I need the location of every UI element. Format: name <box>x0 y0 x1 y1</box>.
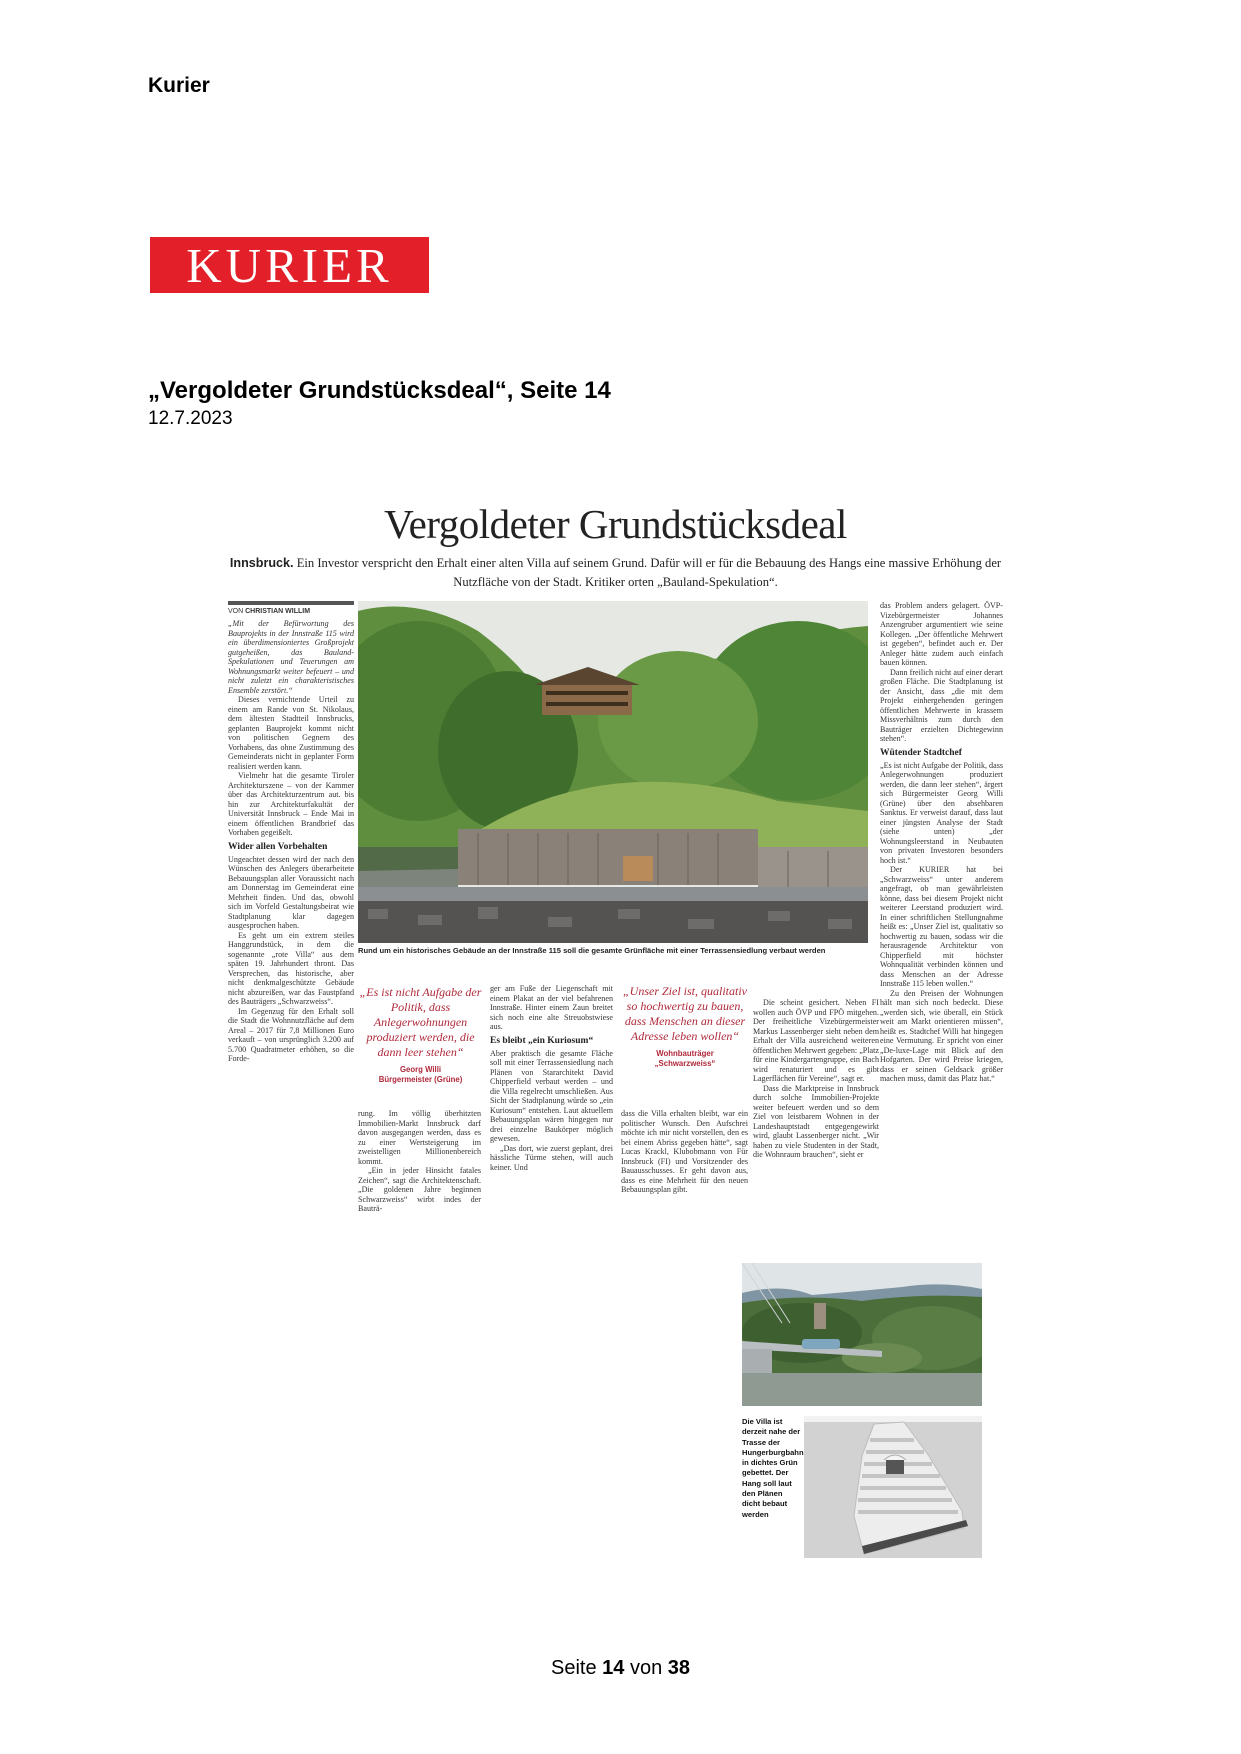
total-pages: 38 <box>667 1657 690 1679</box>
subheading: Wider allen Vorbehalten <box>228 841 328 852</box>
paragraph: Zu den Preisen der Wohnungen hält man sich noch bedeckt. Diese „werden sich, wie überall, ein Stück weit am Markt orientieren müssen“, heißt es. Stadtchef Willi hat hingegen eine Vermutung. Er spricht von einer „De-luxe-Lage mit Blick auf den Hofgarten. Der wird Preise kriegen, dass er seinen Geldsack größer machen muss, damit das Platz hat.“ <box>880 988 1003 1083</box>
current-page: 14 <box>602 1657 625 1679</box>
paragraph: „Ein in jeder Hinsicht fatales Zeichen“, sagt die Architektenschaft. „Die goldenen Jahre beginnen Schwarzweiss“ wirbt indes der Bauträ- <box>358 1166 481 1213</box>
paragraph: rung. Im völlig überhitzten Immobilien-Markt Innsbruck darf davon ausgegangen werden, dass es zu einer Wertsteigerung im zweistelligen Millionenbereich kommt. <box>358 1109 481 1166</box>
architecture-model-illustration <box>804 1416 982 1558</box>
photo-architecture-model <box>804 1416 982 1558</box>
paragraph: dass die Villa erhalten bleibt, war ein politischer Wunsch. Den Aufschrei möchte ich mir nicht vorstellen, den es bei einem Abriss gegeben hätte“, sagt Lucas Krackl, Klubobmann von Für Innsbruck (FI) und Vorsitzender des Bauausschusses. Er geht davon aus, dass es eine Mehrheit für den neuen Bebauungsplan gibt. <box>621 1109 748 1194</box>
kurier-logo <box>150 237 429 293</box>
author-name: CHRISTIAN WILLIM <box>245 608 311 615</box>
article-column-1 <box>228 601 354 1064</box>
article-column-3 <box>490 984 613 1172</box>
main-photo-villa-hillside <box>358 601 868 943</box>
pull-quote-willi <box>358 985 483 1085</box>
article-column-4 <box>621 1109 748 1195</box>
paragraph: Aber praktisch die gesamte Fläche soll mit einer Terrassensiedlung nach Plänen von Stararchitekt David Chipperfield verbaut werden – und die Villa regelrecht umschließen. Aus Sicht der Stadtplanung würde so „ein Kuriosum“ entstehen. Laut aktuellem Bebauungsplan wären hingegen nur drei einzelne Baukörper möglich gewesen. <box>490 1048 613 1143</box>
paragraph: Der KURIER hat bei „Schwarzweiss“ unter anderem angefragt, ob man gewährleisten könne, dass bei diesem Projekt nicht weiterer Leerstand produziert wird. In einer schriftlichen Stellungnahme heißt es: „Unser Ziel ist, qualitativ so hochwertig zu bauen, sodass wir die herausragende Architektur von Chipperfield mit höchster Wohnqualität verbinden können und dass Menschen an der Adresse Innstraße 115 leben wollen.“ <box>880 865 1003 988</box>
paragraph: Ungeachtet dessen wird der nach den Wünschen des Anlegers überarbeitete Bebauungsplan aller Voraussicht nach am Donnerstag im Gemeinderat eine Mehrheit finden. Und das, obwohl sich im Vorfeld Gestaltungsbeirat wie Stadtplanung klar dagegen ausgesprochen haben. <box>228 854 354 930</box>
quote-text: „Unser Ziel ist, qualitativ so hochwertig zu bauen, dass Menschen an dieser Adresse leben wollen“ <box>622 984 747 1043</box>
paragraph: das Problem anders gelagert. ÖVP-Vizebürgermeister Johannes Anzengruber argumentiert wie seine Kollegen. „Der öffentliche Mehrwert ist gegeben“, befindet auch er. Der Anleger hätte zudem auch einfach bauen können. <box>880 601 1003 667</box>
quote-source-role: „Schwarzweiss“ <box>654 1059 716 1068</box>
paragraph: Die scheint gesichert. Neben FI wollen auch ÖVP und FPÖ mitgehen. Der freiheitliche Vizebürgermeister Markus Lassenberger sieht neben dem Erhalt der Villa ausreichend weiteren öffentlichen Mehrwert gegeben: „Platz für eine Kindergartengruppe, ein Bach wird renaturiert und es gibt Lagerflächen für Vereine“, sagt er. <box>753 998 879 1083</box>
pull-quote-schwarzweiss <box>621 984 749 1069</box>
lead-text: Ein Investor verspricht den Erhalt einer alten Villa auf seinem Grund. Dafür will er für die Bebauung des Hangs eine massive Erhöhung der Nutzfläche von der Stadt. Kritiker orten „Bauland-Spekulation“. <box>293 556 1002 589</box>
paragraph: „Das dort, wie zuerst geplant, drei hässliche Türme stehen, will auch keiner. Und <box>490 1143 613 1172</box>
paragraph: Es geht um ein extrem steiles Hanggrundstück, in dem die sogenannte „rote Villa“ aus dem späten 19. Jahrhundert thront. Das Versprechen, das historische, aber nicht denkmalgeschützte Gebäude nicht abzureißen, war das Faustpfand des Bauträgers „Schwarzweiss“. <box>228 930 354 1006</box>
page-footer: Seite 14 von 38 <box>550 1657 690 1679</box>
quote-text: „Es ist nicht Aufgabe der Politik, dass Anlegerwohnungen produziert werden, die dann leer stehen“ <box>359 985 482 1059</box>
paragraph: Dass die Marktpreise in Innsbruck durch solche Immobilien-Projekte weiter befeuert werden und so dem Ziel von leistbarem Wohnen in der Landeshauptstadt entgegengewirkt wird, glaubt Lassenberger nicht. „Wir haben zu viele Studenten in der Stadt, die Wohnraum brauchen“, sieht er <box>753 1083 879 1159</box>
document-title: „Vergoldeter Grundstücksdeal“, Seite 14 <box>148 377 611 404</box>
quote-source-name: Wohnbauträger <box>656 1049 714 1058</box>
quote-source-role: Bürgermeister (Grüne) <box>378 1075 463 1084</box>
subheading: Es bleibt „ein Kuriosum“ <box>490 1035 594 1046</box>
paragraph: Vielmehr hat die gesamte Tiroler Architekturszene – von der Kammer über das Architekturzentrum aut. bis hin zur Architekturfakultät der Universität Innsbruck – Ende Mai in einem öffentlichen Brandbrief das Vorhaben gegeißelt. <box>228 771 354 837</box>
paragraph: Im Gegenzug für den Erhalt soll die Stadt die Wohnnutzfläche auf dem Areal – 2017 für 7,8 Millionen Euro verkauft – von ursprünglich 3.200 auf 5.700 Quadratmeter erhöhen, so die Forde- <box>228 1006 354 1063</box>
article-headline: Vergoldeter Grundstücksdeal <box>384 501 847 547</box>
subheading: Wütender Stadtchef <box>880 747 962 758</box>
paragraph: „Es ist nicht Aufgabe der Politik, dass Anlegerwohnungen produziert werden, die dann leer stehen“, ärgert sich Bürgermeister Georg Willi (Grüne) über den absehbaren Sanktus. Er verweist darauf, dass laut einer jüngsten Analyse der Stadt (siehe unten) „der Wohnungsleerstand in Neubauten von privaten Investoren besonders hoch ist.“ <box>880 760 1003 865</box>
publication-name: Kurier <box>148 74 210 97</box>
article-column-5 <box>753 998 879 1160</box>
paragraph: Dann freilich nicht auf einer derart großen Fläche. Die Stadtplanung ist der Ansicht, dass „die mit dem Projekt einhergehenden geringen öffentlichen Mehrwerte in krassem Missverhältnis zum durch den Bauträger erzielten Dichtegewinn stehen“. <box>880 667 1003 743</box>
main-photo-caption: Rund um ein historisches Gebäude an der Innstraße 115 soll die gesamte Grünfläche mit einer Terrassensiedlung verbaut werden <box>358 946 826 955</box>
photo-bridge-hungerburgbahn <box>742 1263 982 1406</box>
lead-place: Innsbruck. <box>229 556 294 570</box>
paragraph: Dieses vernichtende Urteil zu einem am Rande von St. Nikolaus, dem ältesten Stadtteil Innsbrucks, geplanten Bauprojekt kommt nicht von politischen Gegnern des Vorhabens, das ohne Zustimmung des Gemeinderats nicht in geplanter Form realisiert werden kann. <box>228 695 354 771</box>
paragraph: ger am Fuße der Liegenschaft mit einem Plakat an der viel befahrenen Innstraße. Hinter einem Zaun breitet sich noch eine alte Streuobstwiese aus. <box>490 984 613 1031</box>
bridge-river-illustration <box>742 1263 982 1406</box>
article-lead <box>228 554 1003 592</box>
intro-quote: „Mit der Befürwortung des Bauprojekts in der Innstraße 115 wird ein überdimensioniertes Großprojekt gutgeheißen, das Bauland-Spekulationen und Teuerungen am Wohnungsmarkt weiter befeuert – und nicht zuletzt ein charakteristisches Ensemble zerstört.“ <box>228 619 354 695</box>
byline-rule <box>228 601 354 605</box>
quote-source-name: Georg Willi <box>399 1065 442 1074</box>
villa-hillside-illustration <box>358 601 868 943</box>
side-photo-caption: Die Villa ist derzeit nahe der Trasse der Hungerburgbahn in dichtes Grün gebettet. Der Hang soll laut den Plänen dicht bebaut werden <box>742 1417 804 1519</box>
document-date: 12.7.2023 <box>148 408 233 429</box>
article-column-6 <box>880 601 1003 1084</box>
logo-text: KURIER <box>186 237 393 293</box>
byline: VON CHRISTIAN WILLIM <box>228 608 311 615</box>
article-column-2 <box>358 1109 481 1214</box>
